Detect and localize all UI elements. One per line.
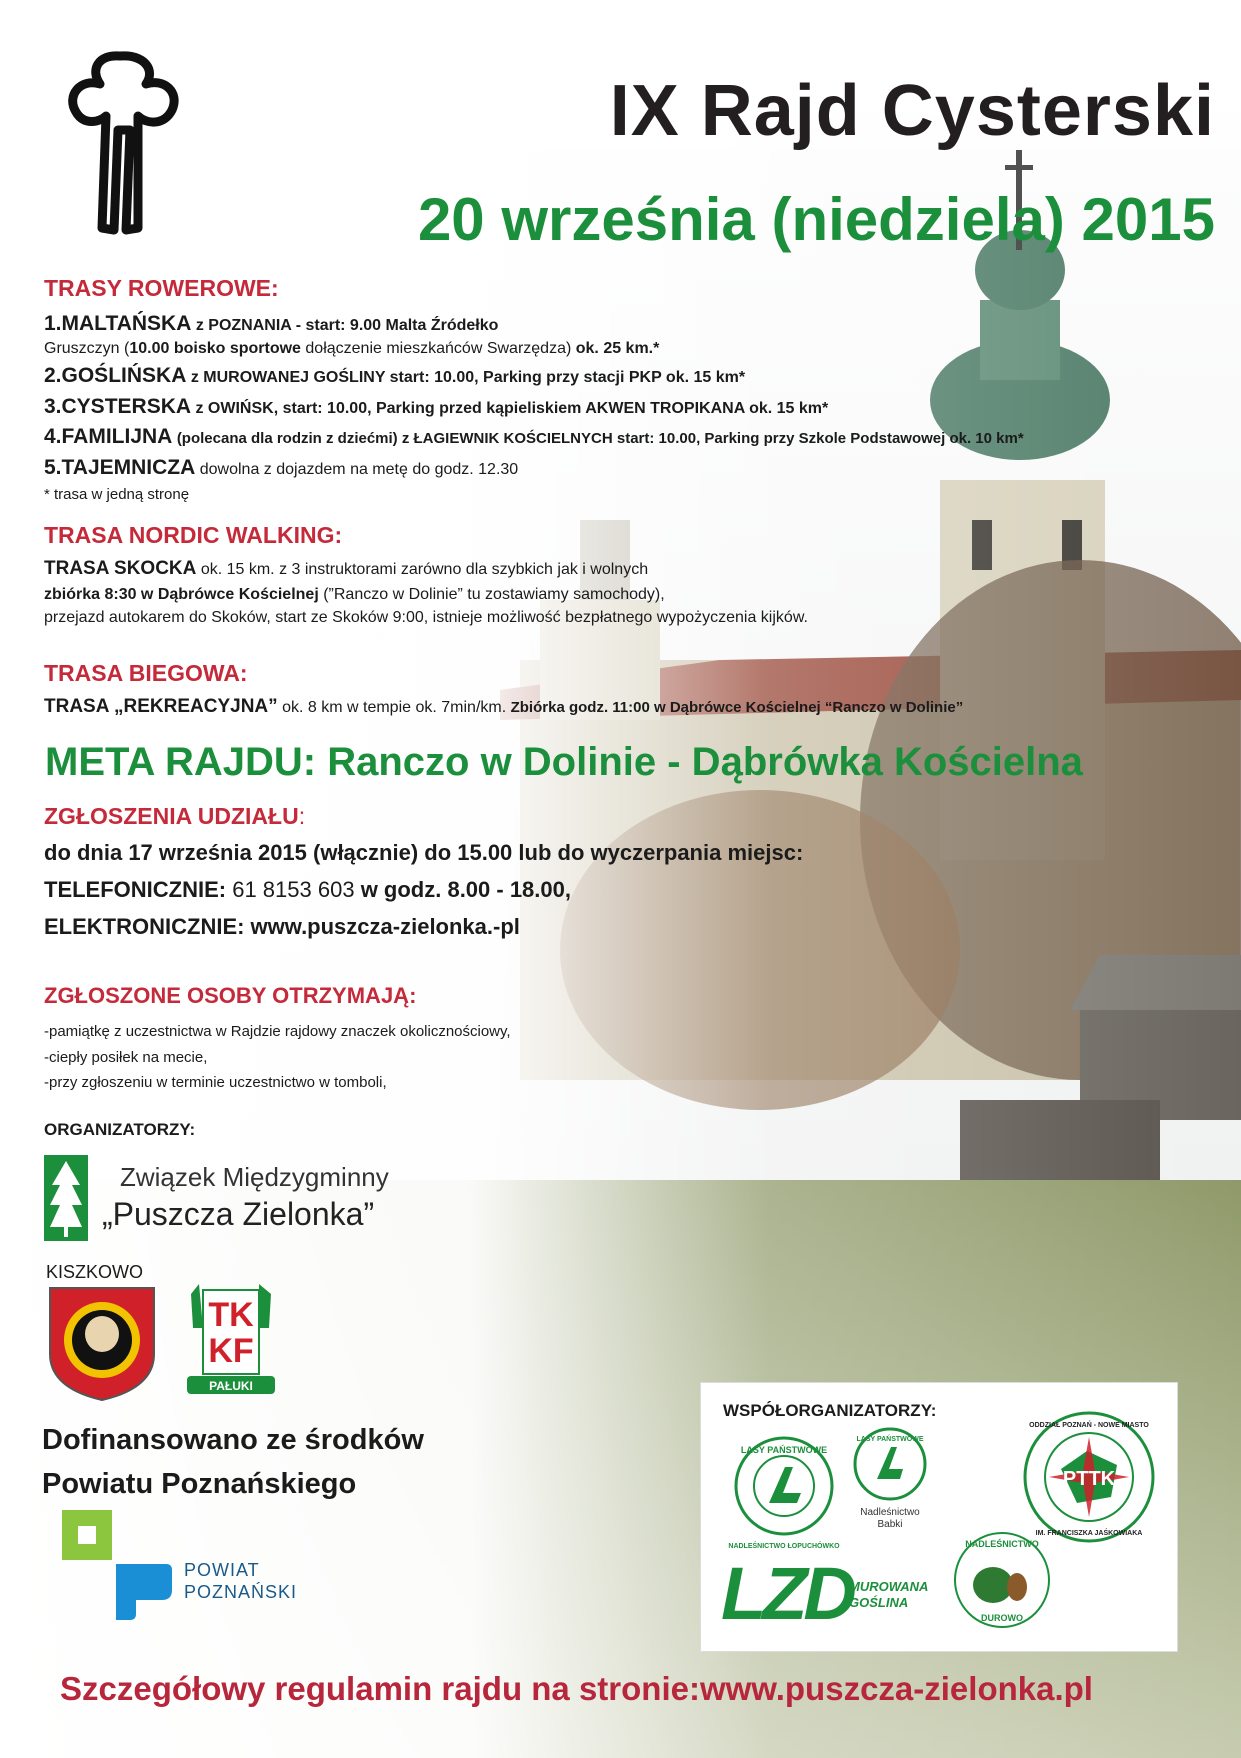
lasy-ring-text: LASY PAŃSTWOWE xyxy=(856,1436,924,1443)
registration-phone xyxy=(44,877,571,903)
route-details: ok. 8 km w tempie ok. 7min/km. xyxy=(277,699,511,716)
nadlesnictwo-durowo-logo-icon xyxy=(951,1529,1053,1631)
route-details: ok. 15 km. z 3 instruktorami zarówno dla szybkich jak i wolnych xyxy=(200,561,649,578)
phone-number: 61 8153 603 xyxy=(226,877,361,902)
route-name: 2.GOŚLIŃSKA xyxy=(44,364,187,387)
tkkf-bottom-text: KF xyxy=(208,1332,254,1370)
route-cysterska xyxy=(44,395,828,419)
route-name: TRASA SKOCKA xyxy=(44,558,197,579)
phone-hours: w godz. 8.00 - 18.00, xyxy=(360,877,571,902)
bike-routes-heading: TRASY ROWEROWE: xyxy=(44,275,279,301)
registration-deadline: do dnia 17 września 2015 (włącznie) do 15.00 lub do wyczerpania miejsc: xyxy=(44,840,804,865)
event-date: 20 września (niedziela) 2015 xyxy=(417,186,1215,253)
meeting-point: zbiórka 8:30 w Dąbrówce Kościelnej xyxy=(44,586,319,603)
meeting-point: Zbiórka godz. 11:00 w Dąbrówce Kościelnej “Ranczo w Dolinie” xyxy=(510,699,964,716)
durowo-ring-top: NADLEŚNICTWO xyxy=(965,1539,1039,1549)
lzd-sub-1: MUROWANA xyxy=(849,1579,929,1594)
babki-caption-2: Babki xyxy=(877,1519,903,1530)
route-maltanska xyxy=(44,312,498,336)
funding-line2: Powiatu Poznańskiego xyxy=(42,1468,357,1500)
registration-title: ZGŁOSZENIA UDZIAŁU xyxy=(44,803,299,829)
tkkf-paluki-text: PAŁUKI xyxy=(209,1379,253,1393)
nordic-walking-heading: TRASA NORDIC WALKING: xyxy=(44,522,343,548)
babki-caption-1: Nadleśnictwo xyxy=(860,1507,920,1518)
coorganizers-heading: WSPÓŁORGANIZATORZY: xyxy=(723,1401,937,1420)
kiszkowo-coat-of-arms-icon xyxy=(46,1284,158,1402)
route-name: 3.CYSTERSKA xyxy=(44,395,192,418)
kiszkowo-label: KISZKOWO xyxy=(46,1262,144,1282)
lasy-panstwowe-lopuchowko-logo-icon xyxy=(731,1433,837,1539)
lzd-logo-text: LZD xyxy=(721,1552,853,1635)
lasy-ring-text: LASY PAŃSTWOWE xyxy=(740,1445,828,1455)
route-details: z POZNANIA - start: 9.00 Malta Źródełko xyxy=(195,317,499,334)
running-heading: TRASA BIEGOWA: xyxy=(44,660,248,686)
organizer-zm-line2: „Puszcza Zielonka” xyxy=(102,1196,375,1232)
pttk-text: PTTK xyxy=(1062,1468,1116,1490)
pttk-logo-icon xyxy=(1021,1409,1157,1545)
route-text: dołączenie mieszkańców Swarzędza) xyxy=(300,340,576,357)
tkkf-paluki-logo-icon xyxy=(185,1278,277,1396)
route-name: 1.MALTAŃSKA xyxy=(44,312,192,335)
lzd-sub-2: GOŚLINA xyxy=(849,1595,909,1610)
route-distance: ok. 25 km.* xyxy=(575,340,660,357)
powiat-logo-line1: POWIAT xyxy=(184,1560,260,1580)
powiat-logo-line2: POZNAŃSKI xyxy=(184,1582,298,1602)
benefit-item: -przy zgłoszeniu w terminie uczestnictwo w tomboli, xyxy=(44,1074,387,1091)
route-familijna xyxy=(44,425,1024,449)
route-tajemnicza xyxy=(44,456,518,480)
route-name: 4.FAMILIJNA xyxy=(44,425,173,448)
running-route xyxy=(44,696,963,718)
route-maltanska-details xyxy=(44,340,659,358)
phone-label: TELEFONICZNIE: xyxy=(44,877,227,902)
tkkf-top-text: TK xyxy=(208,1296,254,1334)
route-goslinska xyxy=(44,364,745,388)
tree-logo-icon xyxy=(44,1155,88,1241)
nordic-route xyxy=(44,558,648,580)
organizer-zm-line1: Związek Międzygminny xyxy=(120,1162,389,1192)
pttk-ring-bottom: IM. FRANCISZKA JAŚKOWIAKA xyxy=(1035,1530,1143,1537)
nordic-transport: przejazd autokarem do Skoków, start ze Skoków 9:00, istnieje możliwość bezpłatnego wypożyczenia kijków. xyxy=(44,609,808,626)
meeting-note: (”Ranczo w Dolinie” tu zostawiamy samochody), xyxy=(318,586,665,603)
coorganizers-panel xyxy=(700,1382,1178,1652)
routes-footnote: * trasa w jedną stronę xyxy=(44,486,190,503)
lopuchowko-caption: NADLEŚNICTWO ŁOPUCHÓWKO xyxy=(728,1543,840,1550)
route-text: Gruszczyn ( xyxy=(44,340,130,357)
funding-line1: Dofinansowano ze środków xyxy=(42,1424,424,1456)
registration-colon: : xyxy=(298,803,306,829)
route-details: dowolna z dojazdem na metę do godz. 12.30 xyxy=(199,461,519,478)
finish-location: META RAJDU: Ranczo w Dolinie - Dąbrówka Kościelna xyxy=(45,740,1083,784)
powiat-poznanski-logo-icon xyxy=(62,1510,172,1620)
poster-title: IX Rajd Cysterski xyxy=(609,71,1215,151)
registration-online: ELEKTRONICZNIE: www.puszcza-zielonka.-pl xyxy=(44,914,520,939)
organizers-heading: ORGANIZATORZY: xyxy=(44,1120,196,1139)
route-name: 5.TAJEMNICZA xyxy=(44,456,196,479)
route-details: z OWIŃSK, start: 10.00, Parking przed kąpieliskiem AKWEN TROPIKANA ok. 15 km* xyxy=(195,400,829,417)
registration-heading xyxy=(44,803,305,830)
route-details: (polecana dla rodzin z dziećmi) z ŁAGIEWNIK KOŚCIELNYCH start: 10.00, Parking przy Szkole Podstawowej ok. 10 km* xyxy=(176,430,1024,447)
pttk-ring-top: ODDZIAŁ POZNAŃ - NOWE MIASTO xyxy=(1029,1422,1149,1429)
route-details: z MUROWANEJ GOŚLINY start: 10.00, Parking przy stacji PKP ok. 15 km* xyxy=(190,369,746,386)
cistercian-cross-icon xyxy=(60,48,185,238)
benefit-item: -ciepły posiłek na mecie, xyxy=(44,1049,208,1066)
benefits-heading: ZGŁOSZONE OSOBY OTRZYMAJĄ: xyxy=(44,983,417,1008)
durowo-ring-bottom: DUROWO xyxy=(981,1613,1023,1623)
nordic-meeting xyxy=(44,586,665,604)
route-text: 10.00 boisko sportowe xyxy=(129,340,301,357)
benefit-item: -pamiątkę z uczestnictwa w Rajdzie rajdowy znaczek okolicznościowy, xyxy=(44,1023,511,1040)
lasy-panstwowe-babki-logo-icon xyxy=(851,1425,929,1503)
route-name: TRASA „REKREACYJNA” xyxy=(44,696,278,717)
footer-regulations-link[interactable]: Szczegółowy regulamin rajdu na stronie:www.puszcza-zielonka.pl xyxy=(60,1670,1093,1707)
